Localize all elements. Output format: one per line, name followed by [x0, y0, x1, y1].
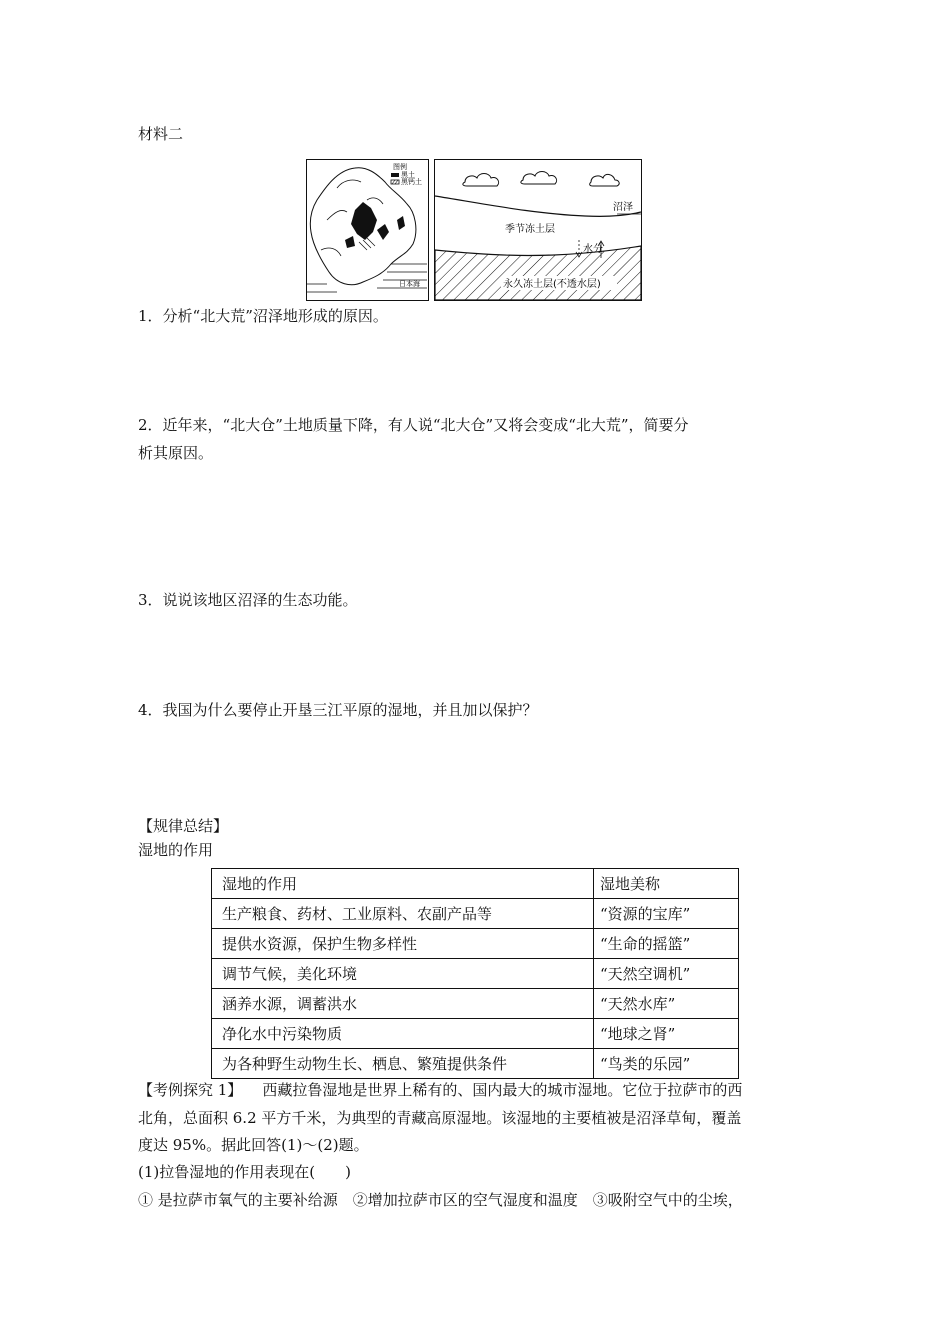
table-cell: “鸟类的乐园”: [594, 1049, 739, 1079]
table-row: [212, 989, 739, 1019]
table-header-cell: 湿地的作用: [212, 869, 594, 899]
table-cell: 为各种野生动物生长、栖息、繁殖提供条件: [212, 1049, 594, 1079]
map-legend-black-soil: 黑土: [401, 171, 415, 179]
table-row: [212, 1019, 739, 1049]
permafrost-profile-figure: [434, 159, 642, 301]
example-text-1: 西藏拉鲁湿地是世界上稀有的、国内最大的城市湿地。它位于拉萨市的西: [262, 1081, 743, 1099]
table-cell: “天然水库”: [594, 989, 739, 1019]
seasonal-frozen-label: 季节冻土层: [505, 224, 555, 235]
table-cell: “资源的宝库”: [594, 899, 739, 929]
table-row: [212, 959, 739, 989]
swamp-label: 沼泽: [613, 202, 633, 213]
map-legend-title: 图例: [393, 163, 407, 171]
example-options: ① 是拉萨市氧气的主要补给源 ②增加拉萨市区的空气湿度和温度 ③吸附空气中的尘埃，: [138, 1191, 743, 1209]
summary-subheading: 湿地的作用: [138, 841, 214, 859]
table-cell: 调节气候，美化环境: [212, 959, 594, 989]
table-row: [212, 1049, 739, 1079]
question-3: 3．说说该地区沼泽的生态功能。: [138, 591, 358, 609]
permafrost-label: 永久冻土层(不透水层): [503, 279, 601, 290]
table-row: [212, 929, 739, 959]
example-question: (1)拉鲁湿地的作用表现在( ): [138, 1163, 351, 1181]
example-line-3: 度达 95%。据此回答(1)～(2)题。: [138, 1136, 369, 1154]
water-label: 水分: [583, 244, 603, 255]
table-cell: 净化水中污染物质: [212, 1019, 594, 1049]
question-4: 4．我国为什么要停止开垦三江平原的湿地，并且加以保护？: [138, 701, 538, 719]
map-legend-chernozem: 黑钙土: [401, 178, 422, 186]
material-title: 材料二: [138, 125, 184, 143]
table-cell: 涵养水源，调蓄洪水: [212, 989, 594, 1019]
question-2: 2．近年来，“北大仓”土地质量下降，有人说“北大仓”又将会变成“北大荒”，简要分: [138, 416, 689, 434]
table-cell: 生产粮食、药材、工业原料、农副产品等: [212, 899, 594, 929]
soil-map-figure: [306, 159, 429, 301]
table-cell: 提供水资源，保护生物多样性: [212, 929, 594, 959]
map-sea-label: 日本海: [399, 280, 420, 288]
wetland-function-table: [211, 868, 739, 1079]
table-cell: “生命的摇篮”: [594, 929, 739, 959]
table-header-cell: 湿地美称: [594, 869, 739, 899]
question-1: 1．分析“北大荒”沼泽地形成的原因。: [138, 307, 388, 325]
example-line-1: [138, 1080, 742, 1100]
table-row: [212, 899, 739, 929]
table-header-row: [212, 869, 739, 899]
table-cell: “天然空调机”: [594, 959, 739, 989]
example-line-2: 北角，总面积 6.2 平方千米，为典型的青藏高原湿地。该湿地的主要植被是沼泽草甸，覆盖: [138, 1109, 742, 1127]
question-2-continued: 析其原因。: [138, 444, 214, 462]
summary-heading: 【规律总结】: [138, 817, 229, 835]
example-tag: 【考例探究 1】: [138, 1081, 243, 1099]
table-cell: “地球之肾”: [594, 1019, 739, 1049]
